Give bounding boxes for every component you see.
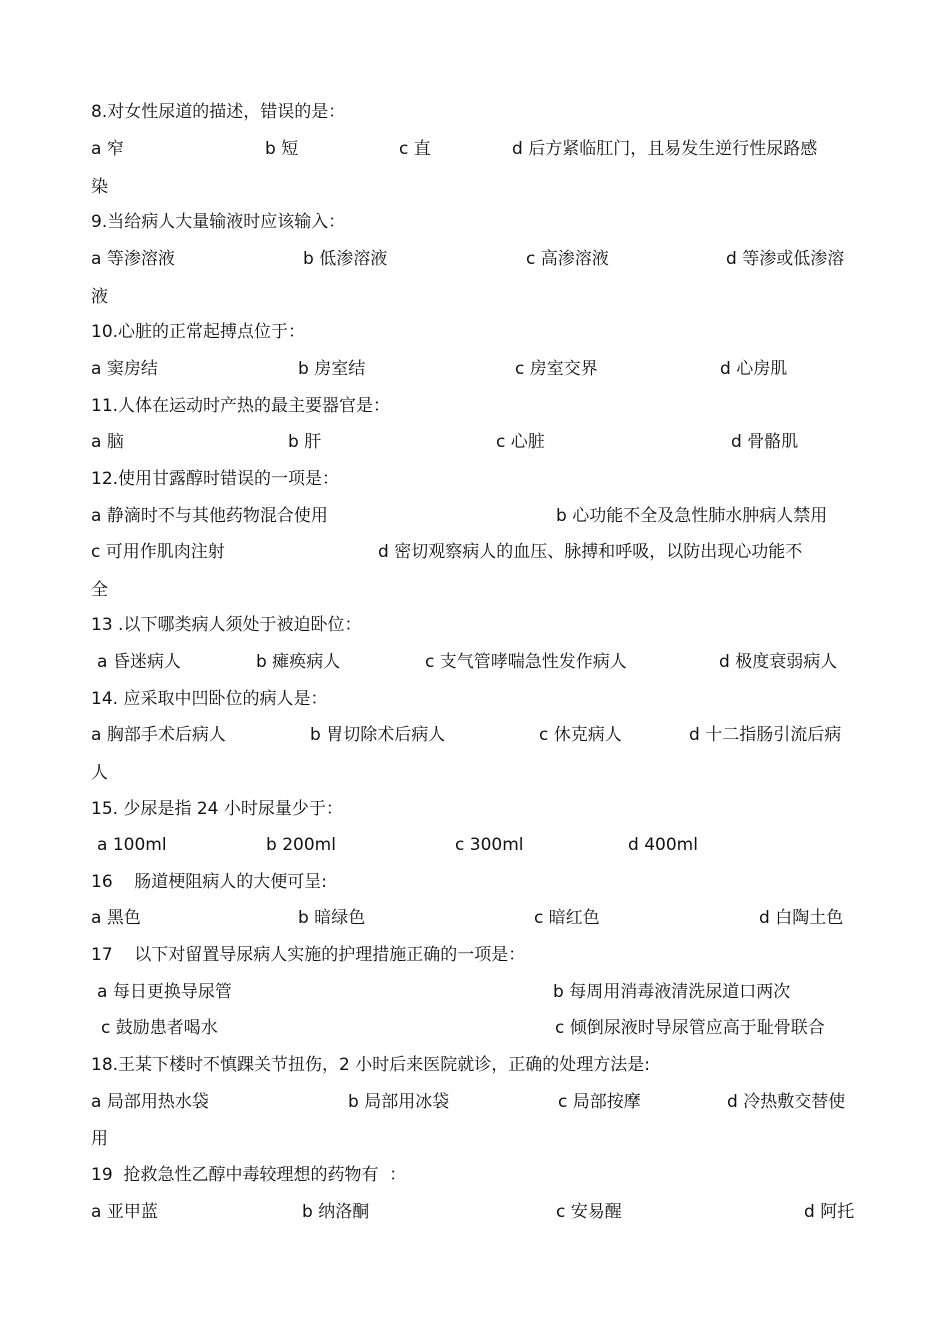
question-10-options — [91, 356, 861, 382]
option-b: b 瘫痪病人 — [256, 652, 341, 672]
question-18-options — [91, 1089, 861, 1115]
option-c: c 300ml — [455, 835, 524, 855]
option-a: a 等渗溶液 — [91, 249, 175, 269]
question-18-wrap: 用 — [91, 1129, 108, 1149]
option-a: a 昏迷病人 — [97, 652, 181, 672]
question-8-options — [91, 136, 861, 162]
option-a: a 脑 — [91, 432, 124, 452]
question-12-options-row2 — [91, 539, 861, 565]
option-d: d 等渗或低渗溶 — [726, 249, 845, 269]
question-12-options-row1 — [91, 503, 861, 529]
option-b: b 每周用消毒液清洗尿道口两次 — [553, 982, 791, 1002]
question-17-options-row1 — [91, 979, 861, 1005]
option-b: b 房室结 — [298, 359, 366, 379]
option-a: a 窄 — [91, 139, 124, 159]
question-14-wrap: 人 — [91, 763, 108, 783]
question-11-stem: 11.人体在运动时产热的最主要器官是： — [91, 396, 391, 416]
option-b: b 暗绿色 — [298, 908, 366, 928]
question-16-options — [91, 905, 861, 931]
option-c: c 局部按摩 — [558, 1092, 641, 1112]
option-c: c 心脏 — [496, 432, 545, 452]
question-19-options — [91, 1199, 861, 1225]
question-17-options-row2 — [91, 1015, 861, 1041]
option-b: b 200ml — [266, 835, 336, 855]
option-c: c 房室交界 — [515, 359, 598, 379]
question-19-stem: 19 抢救急性乙醇中毒较理想的药物有 ： — [91, 1165, 407, 1185]
option-c: c 支气管哮喘急性发作病人 — [425, 652, 627, 672]
option-c: c 安易醒 — [556, 1202, 622, 1222]
option-d: d 骨骼肌 — [731, 432, 799, 452]
option-a: a 静滴时不与其他药物混合使用 — [91, 506, 328, 526]
option-b: b 肝 — [288, 432, 322, 452]
option-b: b 胃切除术后病人 — [310, 725, 446, 745]
question-8-stem: 8.对女性尿道的描述，错误的是： — [91, 102, 346, 122]
option-c: c 鼓励患者喝水 — [101, 1018, 218, 1038]
option-d: d 白陶土色 — [759, 908, 844, 928]
question-9-wrap: 液 — [91, 287, 108, 307]
option-b: b 纳洛酮 — [302, 1202, 370, 1222]
option-b: b 短 — [265, 139, 299, 159]
option-c: c 高渗溶液 — [526, 249, 609, 269]
question-13-stem: 13 .以下哪类病人须处于被迫卧位： — [91, 615, 362, 635]
option-d: d 密切观察病人的血压、脉搏和呼吸，以防出现心功能不 — [378, 542, 803, 562]
question-12-wrap: 全 — [91, 580, 108, 600]
question-14-options — [91, 722, 861, 748]
option-a: a 窦房结 — [91, 359, 158, 379]
option-d: d 冷热敷交替使 — [727, 1092, 846, 1112]
question-13-options — [91, 649, 861, 675]
question-11-options — [91, 429, 861, 455]
question-12-stem: 12.使用甘露醇时错误的一项是： — [91, 469, 340, 489]
option-d: d 400ml — [628, 835, 698, 855]
option-a: a 100ml — [97, 835, 167, 855]
option-c: c 直 — [399, 139, 431, 159]
option-d: d 十二指肠引流后病 — [689, 725, 842, 745]
question-9-stem: 9.当给病人大量输液时应该输入： — [91, 212, 346, 232]
question-8-wrap: 染 — [91, 177, 108, 197]
question-14-stem: 14. 应采取中凹卧位的病人是： — [91, 689, 328, 709]
option-a: a 局部用热水袋 — [91, 1092, 209, 1112]
option-d: d 后方紧临肛门，且易发生逆行性尿路感 — [512, 139, 818, 159]
option-d: d 心房肌 — [720, 359, 788, 379]
question-10-stem: 10.心脏的正常起搏点位于： — [91, 322, 306, 342]
option-a: a 亚甲蓝 — [91, 1202, 158, 1222]
question-17-stem: 17 以下对留置导尿病人实施的护理措施正确的一项是： — [91, 945, 526, 965]
option-c: c 暗红色 — [534, 908, 600, 928]
question-9-options — [91, 246, 861, 272]
option-a: a 每日更换导尿管 — [97, 982, 232, 1002]
question-15-options — [91, 832, 861, 858]
option-c-second: c 倾倒尿液时导尿管应高于耻骨联合 — [555, 1018, 825, 1038]
option-c: c 休克病人 — [539, 725, 622, 745]
option-d: d 阿托 — [804, 1202, 855, 1222]
question-16-stem: 16 肠道梗阻病人的大便可呈: — [91, 872, 327, 892]
question-18-stem: 18.王某下楼时不慎踝关节扭伤，2 小时后来医院就诊，正确的处理方法是: — [91, 1055, 650, 1075]
option-b: b 心功能不全及急性肺水肿病人禁用 — [556, 506, 828, 526]
option-c: c 可用作肌肉注射 — [91, 542, 225, 562]
option-a: a 黑色 — [91, 908, 141, 928]
option-a: a 胸部手术后病人 — [91, 725, 226, 745]
option-b: b 低渗溶液 — [303, 249, 388, 269]
question-15-stem: 15. 少尿是指 24 小时尿量少于： — [91, 799, 343, 819]
option-d: d 极度衰弱病人 — [719, 652, 838, 672]
option-b: b 局部用冰袋 — [348, 1092, 450, 1112]
